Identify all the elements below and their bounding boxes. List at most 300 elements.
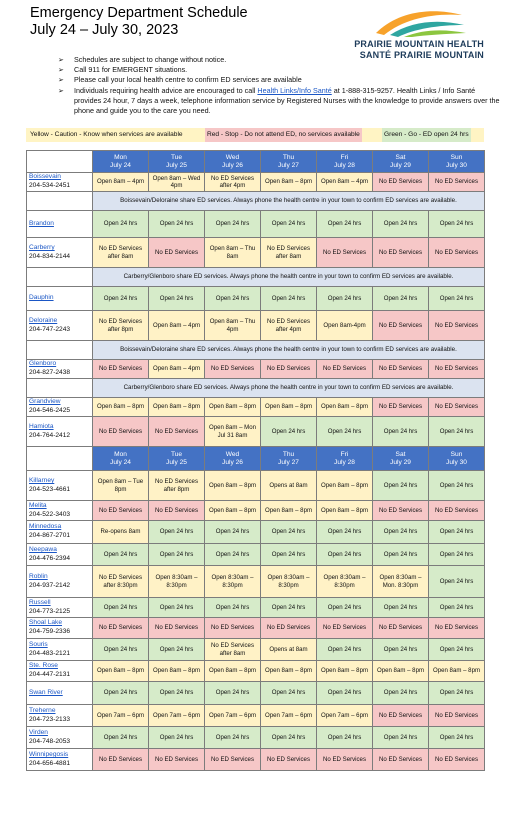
day-date: July 28	[334, 458, 355, 466]
site-name-link[interactable]: Roblin	[29, 572, 48, 580]
status-cell: Opens at 8am	[261, 471, 317, 501]
site-phone: 204-764-2412	[29, 431, 71, 439]
site-row	[27, 287, 485, 311]
note-spacer	[27, 379, 93, 398]
status-cell: Open 7am – 6pm	[205, 705, 261, 727]
site-row	[27, 544, 485, 566]
site-name-link[interactable]: Brandon	[29, 219, 54, 227]
status-cell: Open 24 hrs	[373, 544, 429, 566]
status-cell: No ED Services	[149, 749, 205, 771]
status-cell: No ED Services	[429, 749, 485, 771]
logo-swoosh-icon	[370, 7, 468, 37]
day-date: July 30	[446, 161, 467, 169]
status-cell: No ED Services	[149, 618, 205, 639]
site-cell	[27, 173, 93, 192]
site-cell	[27, 682, 93, 705]
status-cell: No ED Services	[429, 173, 485, 192]
status-cell: Open 8am – Mon Jul 31 8am	[205, 417, 261, 447]
status-cell: Open 24 hrs	[317, 287, 373, 311]
status-cell: Open 8:30am – 8:30pm	[261, 566, 317, 598]
status-cell: Open 8am – 8pm	[261, 398, 317, 417]
day-header-row	[27, 447, 485, 471]
notice-item	[58, 65, 502, 75]
legend-red: Red - Stop - Do not attend ED, no services available	[205, 128, 362, 142]
site-name-link[interactable]: Hamiota	[29, 422, 54, 430]
shared-services-note-row	[27, 268, 485, 287]
status-cell: Open 24 hrs	[429, 417, 485, 447]
shared-services-note: Carberry/Glenboro share ED services. Always phone the health centre in your town to confirm ED services are available.	[93, 379, 485, 398]
status-cell: Open 8am – 8pm	[149, 398, 205, 417]
status-cell: No ED Services	[373, 311, 429, 341]
status-cell: Open 7am – 6pm	[93, 705, 149, 727]
status-cell: No ED Services	[149, 501, 205, 521]
status-cell: Open 8:30am – 8:30pm	[317, 566, 373, 598]
status-cell: No ED Services	[373, 618, 429, 639]
status-cell: No ED Services	[317, 238, 373, 268]
site-row	[27, 727, 485, 749]
status-cell: Open 24 hrs	[373, 211, 429, 238]
status-cell: Open 8am – Tue 8pm	[93, 471, 149, 501]
day-name: Tue	[170, 451, 183, 459]
site-cell	[27, 501, 93, 521]
status-cell: No ED Services	[261, 360, 317, 379]
logo-text-fr: SANTÉ PRAIRIE MOUNTAIN	[359, 50, 484, 60]
status-cell: No ED Services	[149, 238, 205, 268]
site-row	[27, 682, 485, 705]
site-row	[27, 521, 485, 544]
status-cell: Open 24 hrs	[149, 682, 205, 705]
site-name-link[interactable]: Virden	[29, 728, 48, 736]
site-name-link[interactable]: Melita	[29, 501, 47, 509]
status-cell: Open 24 hrs	[373, 521, 429, 544]
header-corner	[27, 447, 93, 471]
site-row	[27, 417, 485, 447]
site-phone: 204-747-2243	[29, 325, 71, 333]
status-cell: No ED Services	[93, 417, 149, 447]
status-cell: Open 8:30am – 8:30pm	[205, 566, 261, 598]
site-cell	[27, 598, 93, 618]
notice-text: Individuals requiring health advice are encouraged to call	[74, 85, 258, 95]
status-cell: No ED Services	[373, 501, 429, 521]
site-phone: 204-476-2394	[29, 554, 71, 562]
status-cell: Open 8am – 8pm	[261, 661, 317, 682]
status-cell: Open 8am – 4pm	[149, 311, 205, 341]
site-phone: 204-748-2053	[29, 737, 71, 745]
status-cell: Open 24 hrs	[93, 682, 149, 705]
arrow-bullet-icon: ➢	[58, 85, 65, 95]
day-header	[429, 447, 485, 471]
site-phone: 204-534-2451	[29, 182, 71, 189]
status-cell: Open 8:30am – Mon. 8:30pm	[373, 566, 429, 598]
status-cell: No ED Services	[261, 618, 317, 639]
logo	[344, 7, 484, 59]
status-cell: Open 24 hrs	[261, 211, 317, 238]
status-cell: No ED Services	[373, 749, 429, 771]
status-cell: No ED Services after 8am	[93, 238, 149, 268]
day-date: July 27	[278, 161, 299, 169]
day-header	[149, 151, 205, 173]
status-cell: No ED Services	[317, 618, 373, 639]
status-cell: Open 24 hrs	[373, 471, 429, 501]
status-cell: No ED Services	[317, 360, 373, 379]
status-cell: Open 8am – 4pm	[93, 173, 149, 192]
site-phone: 204-447-2131	[29, 671, 71, 678]
site-cell	[27, 618, 93, 639]
status-cell: No ED Services	[429, 705, 485, 727]
status-cell: Open 24 hrs	[373, 682, 429, 705]
site-row	[27, 360, 485, 379]
day-date: July 30	[446, 458, 467, 466]
site-row	[27, 398, 485, 417]
site-cell	[27, 639, 93, 661]
site-name-link[interactable]: Deloraine	[29, 316, 58, 324]
status-cell: Open 24 hrs	[317, 727, 373, 749]
site-phone: 204-723-2133	[29, 715, 71, 723]
note-spacer	[27, 341, 93, 360]
shared-services-note-row	[27, 192, 485, 211]
notice-item	[58, 75, 502, 85]
status-cell: Open 24 hrs	[429, 566, 485, 598]
legend-yellow: Yellow - Caution - Know when services are available	[30, 131, 183, 138]
status-cell: Open 24 hrs	[261, 598, 317, 618]
site-row	[27, 749, 485, 771]
status-cell: Open 24 hrs	[93, 727, 149, 749]
day-name: Thu	[282, 154, 295, 162]
day-name: Mon	[114, 451, 127, 459]
site-name-link[interactable]: Minnedosa	[29, 523, 62, 531]
day-header	[261, 151, 317, 173]
site-row	[27, 598, 485, 618]
status-cell: No ED Services	[373, 238, 429, 268]
note-spacer	[27, 268, 93, 287]
status-cell: No ED Services	[373, 173, 429, 192]
site-row	[27, 566, 485, 598]
site-cell	[27, 749, 93, 771]
status-cell: Open 8am – 8pm	[205, 398, 261, 417]
site-cell	[27, 705, 93, 727]
site-row	[27, 705, 485, 727]
status-cell: No ED Services	[373, 398, 429, 417]
day-header	[205, 151, 261, 173]
status-cell: Open 24 hrs	[149, 544, 205, 566]
health-links-link[interactable]: Health Links/Info Santé	[257, 85, 332, 95]
status-cell: Open 24 hrs	[149, 727, 205, 749]
status-cell: No ED Services	[261, 749, 317, 771]
status-cell: Open 8am – 8pm	[317, 501, 373, 521]
status-cell: Open 24 hrs	[373, 639, 429, 661]
site-cell	[27, 238, 93, 268]
site-cell	[27, 544, 93, 566]
status-cell: Open 24 hrs	[429, 598, 485, 618]
site-row	[27, 173, 485, 192]
status-cell: Open 24 hrs	[261, 287, 317, 311]
day-date: July 27	[278, 458, 299, 466]
day-date: July 29	[390, 161, 411, 169]
day-header	[317, 447, 373, 471]
site-name-link[interactable]: Grandview	[29, 398, 61, 406]
site-name-link[interactable]: Neepawa	[29, 545, 57, 553]
status-cell: Open 24 hrs	[429, 682, 485, 705]
shared-services-note: Boissevain/Deloraine share ED services. Always phone the health centre in your town to confirm ED services are available.	[93, 341, 485, 360]
legend-green: Green - Go - ED open 24 hrs	[382, 128, 471, 142]
site-phone: 204-656-4881	[29, 759, 71, 767]
notice-item	[58, 55, 502, 65]
site-name-link[interactable]: Glenboro	[29, 360, 57, 368]
note-spacer	[27, 192, 93, 211]
status-cell: Open 24 hrs	[429, 639, 485, 661]
site-name-link[interactable]: Russell	[29, 598, 51, 606]
status-cell: Open 8am – 8pm	[205, 501, 261, 521]
site-phone: 204-759-2336	[29, 628, 71, 635]
status-cell: Open 24 hrs	[149, 639, 205, 661]
status-cell: Open 24 hrs	[149, 287, 205, 311]
status-cell: Open 8am – 8pm	[317, 398, 373, 417]
site-phone: 204-867-2701	[29, 532, 71, 539]
shared-services-note: Boissevain/Deloraine share ED services. Always phone the health centre in your town to confirm ED services are available.	[93, 192, 485, 211]
status-cell: Open 24 hrs	[149, 521, 205, 544]
status-cell: No ED Services	[429, 360, 485, 379]
site-name-link[interactable]: Ste. Rose	[29, 662, 58, 670]
site-row	[27, 311, 485, 341]
schedule-body	[27, 151, 485, 771]
site-cell	[27, 311, 93, 341]
site-name-link[interactable]: Swan River	[29, 688, 63, 696]
day-header	[373, 447, 429, 471]
site-cell	[27, 471, 93, 501]
status-cell: Open 8:30am – 8:30pm	[149, 566, 205, 598]
site-name-link[interactable]: Boissevain	[29, 173, 61, 181]
status-cell: Open 24 hrs	[205, 211, 261, 238]
status-cell: Open 24 hrs	[429, 521, 485, 544]
day-name: Tue	[170, 154, 183, 162]
site-row	[27, 639, 485, 661]
status-cell: Open 24 hrs	[261, 682, 317, 705]
status-cell: Open 8am – Thu 8am	[205, 238, 261, 268]
status-cell: Open 24 hrs	[149, 598, 205, 618]
notice-text: Schedules are subject to change without notice.	[74, 55, 227, 64]
status-cell: Open 8am – 8pm	[205, 661, 261, 682]
notice-text: Please call your local health centre to confirm ED services are available	[74, 75, 302, 85]
site-name-link[interactable]: Shoal Lake	[29, 619, 62, 627]
status-cell: No ED Services	[149, 417, 205, 447]
day-name: Wed	[225, 154, 240, 162]
status-cell: Open 8am – 8pm	[149, 661, 205, 682]
day-name: Sat	[395, 451, 406, 459]
status-cell: No ED Services	[429, 618, 485, 639]
status-cell: Open 24 hrs	[317, 417, 373, 447]
day-header	[149, 447, 205, 471]
site-cell	[27, 287, 93, 311]
status-cell: Open 24 hrs	[205, 727, 261, 749]
site-name-link[interactable]: Winnipegosis	[29, 750, 69, 758]
status-cell: Open 8am – 8pm	[93, 398, 149, 417]
status-cell: Open 24 hrs	[93, 639, 149, 661]
status-cell: No ED Services after 4pm	[261, 311, 317, 341]
status-cell: Open 24 hrs	[93, 211, 149, 238]
status-cell: Open 24 hrs	[205, 521, 261, 544]
site-phone: 204-483-2121	[29, 649, 71, 657]
status-cell: Open 24 hrs	[317, 544, 373, 566]
status-cell: No ED Services	[429, 398, 485, 417]
status-cell: Open 24 hrs	[205, 544, 261, 566]
status-cell: Open 24 hrs	[317, 598, 373, 618]
status-cell: Open 24 hrs	[429, 471, 485, 501]
status-cell: Open 24 hrs	[205, 287, 261, 311]
status-cell: Open 24 hrs	[93, 287, 149, 311]
status-cell: Opens at 8am	[261, 639, 317, 661]
notice-list	[58, 55, 502, 116]
status-cell: No ED Services after 8:30pm	[93, 566, 149, 598]
shared-services-note: Carberry/Glenboro share ED services. Always phone the health centre in your town to confirm ED services are available.	[93, 268, 485, 287]
site-cell	[27, 211, 93, 238]
status-cell: No ED Services	[205, 749, 261, 771]
day-header	[205, 447, 261, 471]
status-cell: Open 24 hrs	[429, 287, 485, 311]
status-cell: Open 24 hrs	[373, 727, 429, 749]
day-header-row	[27, 151, 485, 173]
status-cell: Open 24 hrs	[261, 544, 317, 566]
status-cell: Open 8am – 4pm	[149, 360, 205, 379]
status-cell: No ED Services	[429, 311, 485, 341]
site-cell	[27, 417, 93, 447]
site-cell	[27, 360, 93, 379]
status-cell: No ED Services	[429, 238, 485, 268]
site-name-link[interactable]: Dauphin	[29, 294, 54, 302]
site-cell	[27, 521, 93, 544]
status-cell: Open 24 hrs	[317, 639, 373, 661]
site-cell	[27, 727, 93, 749]
status-cell: No ED Services	[205, 360, 261, 379]
status-cell: Open 8am – 8pm	[205, 471, 261, 501]
day-date: July 25	[166, 161, 187, 169]
status-cell: No ED Services after 8pm	[149, 471, 205, 501]
status-cell: Open 24 hrs	[429, 544, 485, 566]
schedule-table	[26, 150, 485, 771]
site-name-link[interactable]: Killarney	[29, 476, 55, 484]
arrow-bullet-icon: ➢	[58, 75, 65, 85]
status-cell: Open 24 hrs	[149, 211, 205, 238]
status-cell: Open 7am – 6pm	[149, 705, 205, 727]
status-cell: No ED Services after 8am	[205, 639, 261, 661]
status-cell: Open 24 hrs	[261, 521, 317, 544]
arrow-bullet-icon: ➢	[58, 65, 65, 75]
day-date: July 24	[110, 458, 131, 466]
status-cell: Open 8am – Thu 4pm	[205, 311, 261, 341]
status-cell: Open 24 hrs	[317, 521, 373, 544]
day-name: Sat	[395, 154, 406, 162]
day-name: Sun	[450, 154, 463, 162]
site-phone: 204-773-2125	[29, 607, 71, 615]
status-cell: Open 8am – 8pm	[429, 661, 485, 682]
site-name-link[interactable]: Souris	[29, 640, 48, 648]
status-cell: No ED Services	[373, 705, 429, 727]
day-header	[93, 447, 149, 471]
site-cell	[27, 661, 93, 682]
status-cell: No ED Services after 8am	[261, 238, 317, 268]
day-name: Sun	[450, 451, 463, 459]
status-cell: Open 24 hrs	[205, 682, 261, 705]
page-title	[30, 5, 248, 39]
status-cell: No ED Services	[429, 501, 485, 521]
status-cell: Open 8am – 8pm	[317, 471, 373, 501]
status-cell: Open 8am – 8pm	[93, 661, 149, 682]
site-phone: 204-937-2142	[29, 581, 71, 589]
site-phone: 204-546-2425	[29, 407, 71, 414]
day-header	[317, 151, 373, 173]
status-cell: Open 8am – Wed 4pm	[149, 173, 205, 192]
site-row	[27, 661, 485, 682]
site-phone: 204-834-2144	[29, 252, 71, 260]
shared-services-note-row	[27, 379, 485, 398]
status-cell: Open 24 hrs	[317, 682, 373, 705]
status-cell: Open 24 hrs	[373, 417, 429, 447]
notice-item	[58, 86, 502, 117]
notice-text: at 1-888-315-9257. Health Links / Info Santé provides 24 hour, 7 days a week, telephone information service by Registered Nurses with the knowledge to provide answers over the phone and guide you to the care you need.	[74, 85, 500, 116]
day-header	[373, 151, 429, 173]
status-cell: Open 24 hrs	[93, 598, 149, 618]
day-date: July 26	[222, 161, 243, 169]
status-cell: Open 8am – 8pm	[373, 661, 429, 682]
status-cell: No ED Services	[205, 618, 261, 639]
day-date: July 25	[166, 458, 187, 466]
status-cell: Open 24 hrs	[261, 417, 317, 447]
site-cell	[27, 566, 93, 598]
header-corner	[27, 151, 93, 173]
day-date: July 26	[222, 458, 243, 466]
status-cell: Open 8am – 4pm	[317, 173, 373, 192]
status-cell: Open 7am – 6pm	[317, 705, 373, 727]
site-phone: 204-523-4661	[29, 485, 71, 493]
site-row	[27, 471, 485, 501]
status-cell: No ED Services	[93, 360, 149, 379]
day-name: Fri	[340, 154, 349, 162]
day-date: July 24	[110, 161, 131, 169]
status-cell: Open 7am – 6pm	[261, 705, 317, 727]
title-line: Emergency Department Schedule	[30, 5, 248, 21]
status-cell: Open 24 hrs	[317, 211, 373, 238]
day-header	[261, 447, 317, 471]
status-cell: Open 24 hrs	[261, 727, 317, 749]
status-cell: No ED Services	[93, 749, 149, 771]
status-cell: No ED Services after 8pm	[93, 311, 149, 341]
color-legend	[26, 128, 484, 142]
status-cell: Open 24 hrs	[205, 598, 261, 618]
day-name: Thu	[282, 451, 295, 459]
day-header	[429, 151, 485, 173]
day-date: July 29	[390, 458, 411, 466]
shared-services-note-row	[27, 341, 485, 360]
site-phone: 204-522-3403	[29, 510, 71, 518]
site-name-link[interactable]: Treherne	[29, 706, 56, 714]
site-row	[27, 238, 485, 268]
status-cell: No ED Services	[93, 501, 149, 521]
site-row	[27, 501, 485, 521]
site-name-link[interactable]: Carberry	[29, 243, 55, 251]
site-cell	[27, 398, 93, 417]
site-row	[27, 211, 485, 238]
date-range: July 24 – July 30, 2023	[30, 22, 179, 38]
status-cell: Open 8am – 8pm	[317, 661, 373, 682]
day-header	[93, 151, 149, 173]
day-name: Fri	[340, 451, 349, 459]
status-cell: Open 8am-4pm	[317, 311, 373, 341]
status-cell: Open 24 hrs	[429, 211, 485, 238]
day-name: Wed	[225, 451, 240, 459]
status-cell: Open 8am – 8pm	[261, 173, 317, 192]
logo-text-en: PRAIRIE MOUNTAIN HEALTH	[354, 39, 484, 49]
status-cell: Open 24 hrs	[429, 727, 485, 749]
arrow-bullet-icon: ➢	[58, 55, 65, 64]
